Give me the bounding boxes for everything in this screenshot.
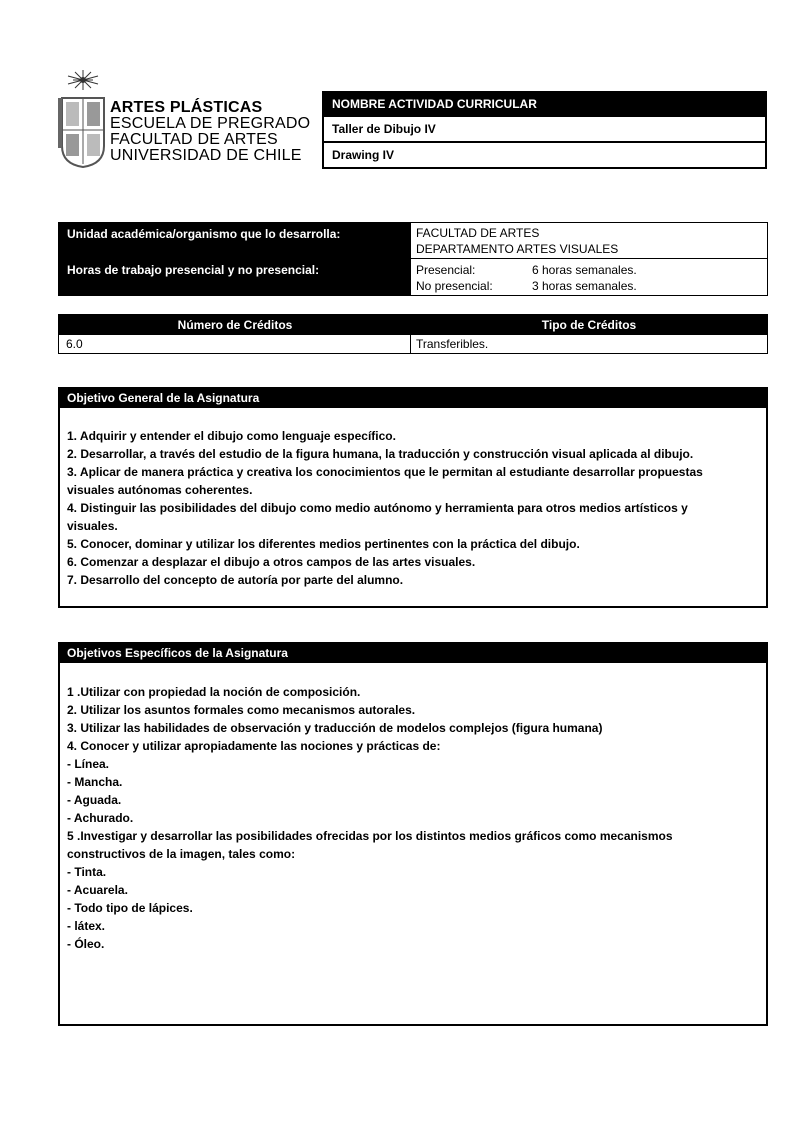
no-presencial-value: 3 horas semanales. xyxy=(532,279,637,293)
activity-name-en: Drawing IV xyxy=(324,141,765,167)
specific-objective-line: 3. Utilizar las habilidades de observación y traducción de modelos complejos (figura humana) xyxy=(67,721,603,735)
credits-type-value: Transferibles. xyxy=(416,337,489,351)
logo-line-universidad: UNIVERSIDAD DE CHILE xyxy=(110,147,302,164)
general-objective-line: 2. Desarrollar, a través del estudio de la figura humana, la traducción y construcción visual aplicada al dibujo. xyxy=(67,447,694,461)
label-hours: Horas de trabajo presencial y no presencial: xyxy=(67,263,320,277)
general-objective-box xyxy=(58,387,768,608)
credits-number-header: Número de Créditos xyxy=(59,315,411,335)
specific-objective-line: - Línea. xyxy=(67,757,110,771)
unit-table xyxy=(58,222,768,296)
general-objective-line: 6. Comenzar a desplazar el dibujo a otros campos de las artes visuales. xyxy=(67,555,476,569)
specific-objective-line: 1 .Utilizar con propiedad la noción de composición. xyxy=(67,685,361,699)
specific-objective-line: - Todo tipo de lápices. xyxy=(67,901,193,915)
specific-objective-line: - Óleo. xyxy=(67,937,105,951)
value-unit-2: DEPARTAMENTO ARTES VISUALES xyxy=(416,242,619,256)
general-objective-line: visuales autónomas coherentes. xyxy=(67,483,253,497)
no-presencial-label: No presencial: xyxy=(416,279,493,293)
unit-labels xyxy=(59,223,411,295)
general-objective-line: 1. Adquirir y entender el dibujo como lenguaje específico. xyxy=(67,429,396,443)
specific-objective-line: - látex. xyxy=(67,919,106,933)
specific-objective-line: 4. Conocer y utilizar apropiadamente las nociones y prácticas de: xyxy=(67,739,441,753)
specific-objective-line: 5 .Investigar y desarrollar las posibilidades ofrecidas por los distintos medios gráficos como mecanismos xyxy=(67,829,673,843)
general-objective-title: Objetivo General de la Asignatura xyxy=(60,389,766,408)
logo-text xyxy=(110,100,310,164)
specific-objectives-title: Objetivos Específicos de la Asignatura xyxy=(60,644,766,663)
logo-line-artes: ARTES PLÁSTICAS xyxy=(110,99,263,116)
specific-objective-line: 2. Utilizar los asuntos formales como mecanismos autorales. xyxy=(67,703,416,717)
label-unit: Unidad académica/organismo que lo desarrolla: xyxy=(67,227,341,241)
value-unit-1: FACULTAD DE ARTES xyxy=(416,226,540,240)
credits-type-header: Tipo de Créditos xyxy=(411,315,767,335)
unit-cell xyxy=(411,223,767,259)
presencial-label: Presencial: xyxy=(416,263,476,277)
activity-header: NOMBRE ACTIVIDAD CURRICULAR xyxy=(324,93,765,115)
activity-table xyxy=(322,91,767,169)
general-objective-line: 5. Conocer, dominar y utilizar los diferentes medios pertinentes con la práctica del dibujo. xyxy=(67,537,580,551)
credits-number-value: 6.0 xyxy=(59,335,411,354)
logo-line-escuela: ESCUELA DE PREGRADO xyxy=(110,115,311,132)
general-objective-line: 7. Desarrollo del concepto de autoría por parte del alumno. xyxy=(67,573,404,587)
university-emblem-icon xyxy=(58,68,108,168)
specific-objective-line: - Acuarela. xyxy=(67,883,128,897)
presencial-value: 6 horas semanales. xyxy=(532,263,637,277)
activity-name-es: Taller de Dibujo IV xyxy=(324,115,765,141)
specific-objective-line: - Aguada. xyxy=(67,793,122,807)
logo-line-facultad: FACULTAD DE ARTES xyxy=(110,131,278,148)
specific-objective-line: - Achurado. xyxy=(67,811,134,825)
specific-objective-line: - Mancha. xyxy=(67,775,123,789)
specific-objectives-box xyxy=(58,642,768,1026)
credits-table xyxy=(58,314,768,354)
general-objective-line: 4. Distinguir las posibilidades del dibujo como medio autónomo y herramienta para otros medios artísticos y xyxy=(67,501,688,515)
specific-objective-line: constructivos de la imagen, tales como: xyxy=(67,847,296,861)
general-objective-line: 3. Aplicar de manera práctica y creativa los conocimientos que le permitan al estudiante desarrollar propuestas xyxy=(67,465,703,479)
unit-values xyxy=(411,223,767,295)
general-objective-line: visuales. xyxy=(67,519,118,533)
specific-objective-line: - Tinta. xyxy=(67,865,107,879)
